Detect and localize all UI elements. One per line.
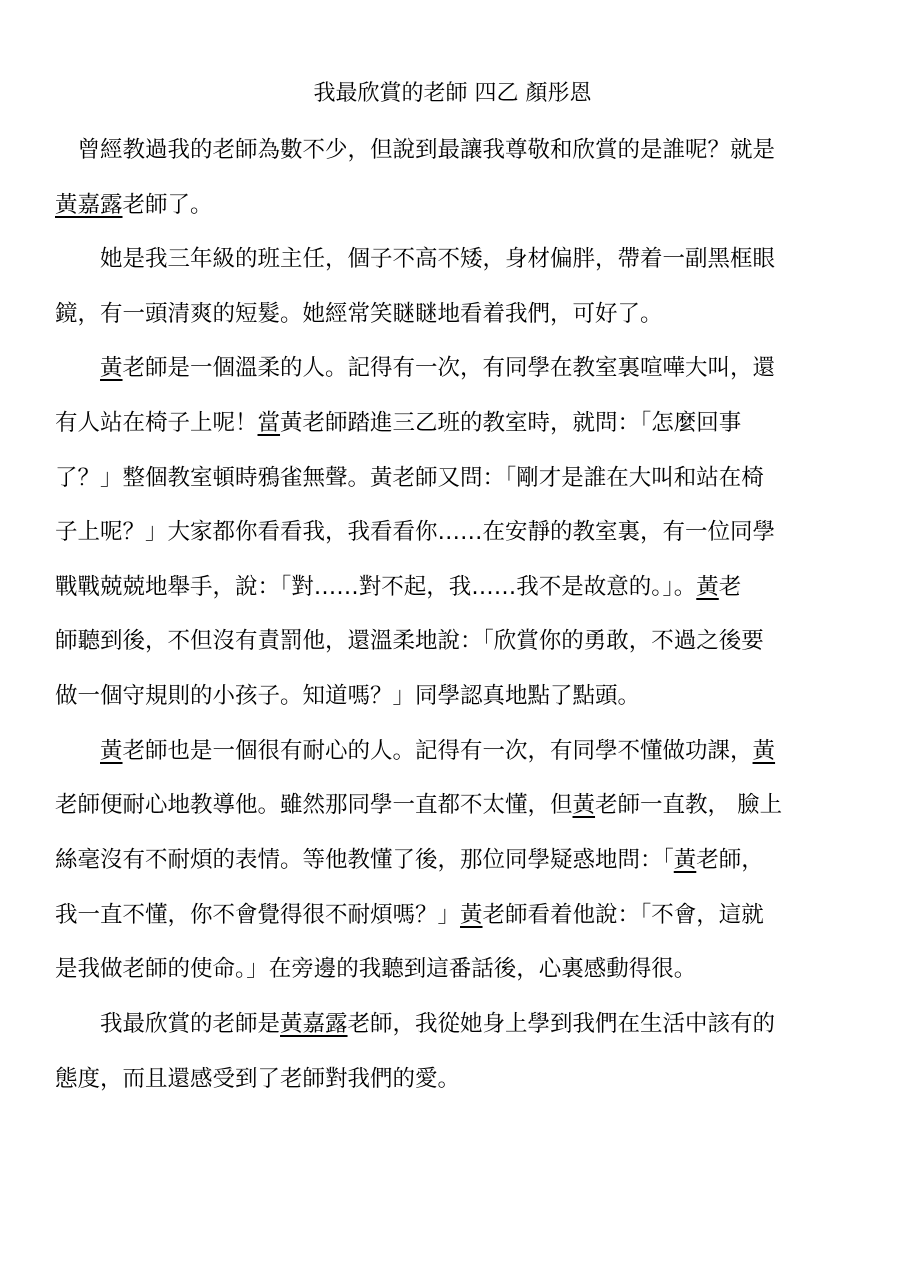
text-run: 她是我三年級的班主任，個子不高不矮，身材偏胖，帶着一副黑框眼 xyxy=(55,246,776,272)
text-line xyxy=(55,843,764,877)
text-run: 老師也是一個很有耐心的人。記得有一次，有同學不懂做功課， xyxy=(122,738,753,764)
text-line xyxy=(55,679,640,713)
text-run: 絲毫沒有不耐煩的表情。等他教懂了後，那位同學疑惑地問：「 xyxy=(55,847,674,873)
text-line xyxy=(55,898,764,932)
text-run: 了？」整個教室頓時鴉雀無聲。黃老師又問：「剛才是誰在大叫和站在椅 xyxy=(55,465,764,491)
text-run: 老師， xyxy=(696,847,764,873)
text-run: 態度，而且還感受到了老師對我們的愛。 xyxy=(55,1066,461,1092)
text-run: 做一個守規則的小孩子。知道嗎？」同學認真地點了點頭。 xyxy=(55,683,641,709)
text-run: 老師便耐心地教導他。雖然那同學一直都不太懂，但 xyxy=(55,792,573,818)
text-run: 我一直不懂，你不會覺得很不耐煩嗎？」 xyxy=(55,902,461,928)
text-run: 老 xyxy=(718,574,742,600)
text-run: 鏡，有一頭清爽的短髮。她經常笑瞇瞇地看着我們，可好了。 xyxy=(55,301,663,327)
text-run: 老師一直教， 臉上 xyxy=(595,792,783,818)
text-run: 師聽到後，不但沒有責罰他，還溫柔地說：「欣賞你的勇敢，不過之後要 xyxy=(55,628,764,654)
text-line xyxy=(55,624,764,658)
underlined-name: 黃 xyxy=(673,847,697,873)
text-line xyxy=(55,242,775,276)
document-title: 我最欣賞的老師 四乙 顏彤恩 xyxy=(313,81,592,106)
text-run: 我最欣賞的老師是 xyxy=(55,1011,281,1037)
text-line xyxy=(55,734,775,768)
underlined-name: 黃 xyxy=(100,738,123,764)
text-run: 黃老師踏進三乙班的教室時，就問：「怎麼回事 xyxy=(280,410,742,436)
text-line xyxy=(55,1007,775,1041)
text-run: 是我做老師的使命。」在旁邊的我聽到這番話後，心裏感動得很。 xyxy=(55,956,697,982)
underlined-name: 黃 xyxy=(696,574,719,600)
underlined-name: 黃 xyxy=(100,355,123,381)
text-line xyxy=(55,461,764,495)
text-line xyxy=(55,406,741,440)
text-line xyxy=(55,570,741,604)
underlined-name: 當 xyxy=(257,410,281,436)
underlined-name: 黃 xyxy=(460,902,483,928)
text-run xyxy=(55,355,100,381)
text-run: 戰戰兢兢地舉手，說：「對……對不起，我……我不是故意的。」。 xyxy=(55,574,697,600)
text-run: 有人站在椅子上呢！ xyxy=(55,410,258,436)
text-run: 老師了。 xyxy=(122,192,213,218)
text-line xyxy=(55,297,663,331)
text-run: 子上呢？」大家都你看看我，我看看你……在安靜的教室裏，有一位同學 xyxy=(55,519,776,545)
text-line xyxy=(55,952,696,986)
text-run: 曾經教過我的老師為數不少，但說到最讓我尊敬和欣賞的是誰呢？就是 xyxy=(55,137,776,163)
text-run: 老師，我從她身上學到我們在生活中該有的 xyxy=(347,1011,776,1037)
text-run: 老師看着他說：「不會，這就 xyxy=(482,902,764,928)
text-line xyxy=(55,788,782,822)
underlined-name: 黃嘉露 xyxy=(55,192,123,218)
text-line xyxy=(55,515,775,549)
text-line xyxy=(55,1062,460,1096)
underlined-name: 黃 xyxy=(572,792,596,818)
underlined-name: 黃 xyxy=(752,738,776,764)
text-run: 老師是一個溫柔的人。記得有一次，有同學在教室裏喧嘩大叫，還 xyxy=(122,355,776,381)
text-line xyxy=(55,133,775,167)
text-line xyxy=(55,351,775,385)
underlined-name: 黃嘉露 xyxy=(280,1011,348,1037)
text-line xyxy=(55,188,213,222)
text-run xyxy=(55,738,100,764)
